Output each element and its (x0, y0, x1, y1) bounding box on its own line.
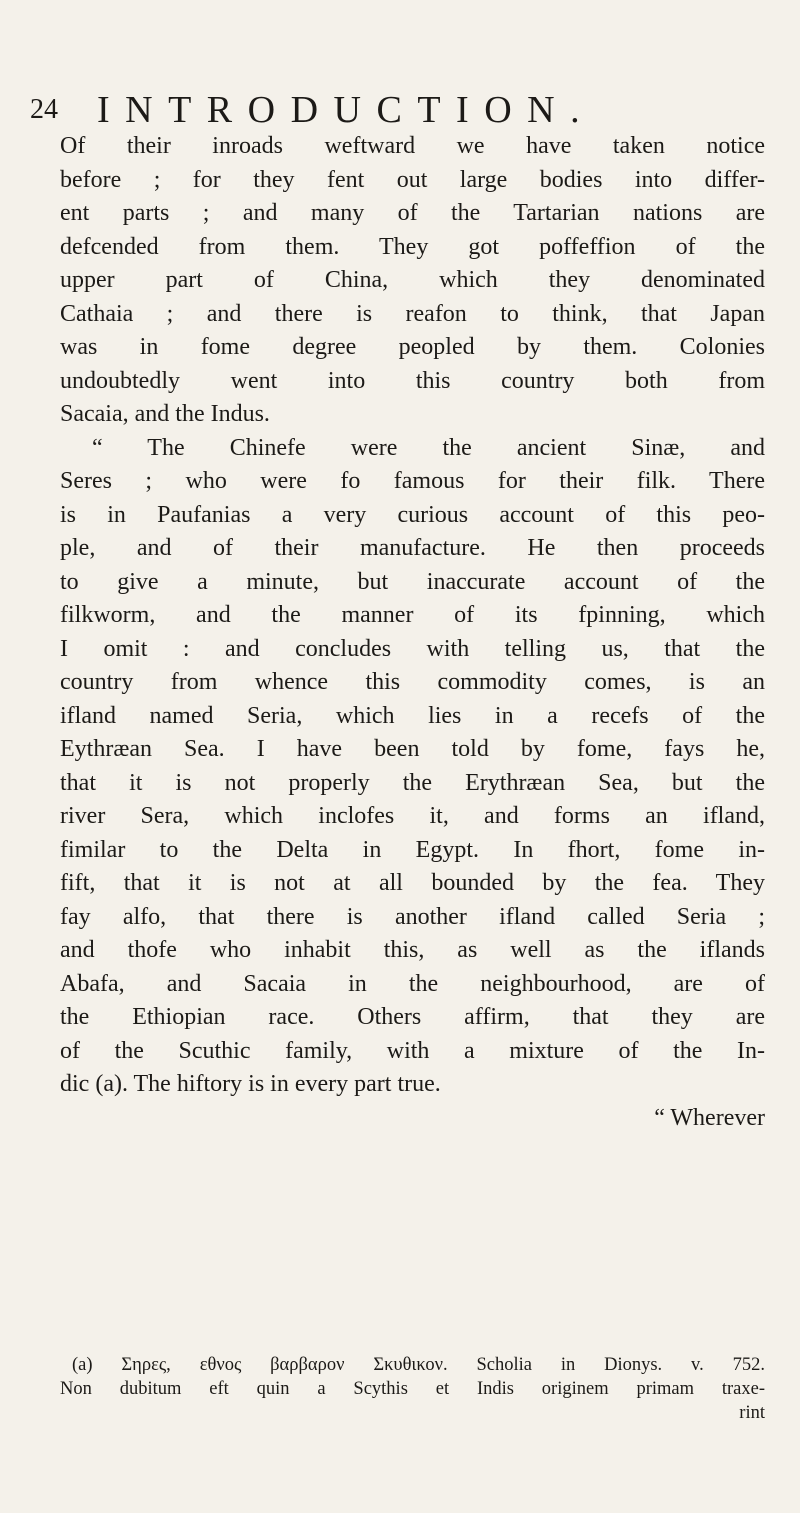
running-head: INTRODUCTION. (97, 89, 596, 131)
text-line: that it is not properly the Erythræan Sea, but the (60, 769, 765, 796)
text-line: Seres ; who were fo famous for their filk. There (60, 468, 765, 494)
text-line: upper part of China, which they denominated (60, 267, 765, 293)
footnote-line: rint (739, 1403, 765, 1423)
text-line: is in Paufanias a very curious account of this peo- (60, 501, 765, 528)
page-number: 24 (30, 94, 58, 125)
footnotes (60, 1353, 765, 1425)
text-line: filkworm, and the manner of its fpinning, which (60, 602, 765, 628)
text-line: undoubtedly went into this country both from (60, 367, 765, 394)
text-line: I omit : and concludes with telling us, that the (60, 635, 765, 662)
text-line: fimilar to the Delta in Egypt. In fhort, fome in- (60, 836, 765, 863)
body-text (60, 130, 765, 1135)
text-line: Of their inroads weftward we have taken notice (60, 133, 765, 159)
text-line: defcended from them. They got poffeffion of the (60, 233, 765, 260)
footnote-line: (a) Σηρες, εθνος βαρβαρον Σκυθικον. Scholia in Dionys. v. 752. (72, 1355, 765, 1375)
text-line: of the Scuthic family, with a mixture of the In- (60, 1037, 765, 1064)
text-line: ple, and of their manufacture. He then proceeds (60, 535, 765, 561)
text-line: fay alfo, that there is another ifland called Seria ; (60, 903, 765, 930)
text-line: ifland named Seria, which lies in a recefs of the (60, 702, 765, 729)
text-line: and thofe who inhabit this, as well as the iflands (60, 937, 765, 963)
text-line: to give a minute, but inaccurate account of the (60, 568, 765, 595)
text-line: Abafa, and Sacaia in the neighbourhood, are of (60, 970, 765, 997)
text-line: Sacaia, and the Indus. (60, 401, 270, 427)
text-line: Cathaia ; and there is reafon to think, that Japan (60, 300, 765, 327)
text-line: fift, that it is not at all bounded by the fea. They (60, 870, 765, 896)
text-line: Eythræan Sea. I have been told by fome, fays he, (60, 736, 765, 762)
page-header (30, 88, 770, 131)
text-line: before ; for they fent out large bodies into differ- (60, 166, 765, 193)
catchword: “ Wherever (654, 1104, 765, 1131)
footnote-line: Non dubitum eft quin a Scythis et Indis originem primam traxe- (60, 1379, 765, 1399)
text-line: country from whence this commodity comes, is an (60, 669, 765, 695)
text-line: the Ethiopian race. Others affirm, that they are (60, 1004, 765, 1030)
text-line: ent parts ; and many of the Tartarian nations are (60, 200, 765, 226)
text-line: “ The Chinefe were the ancient Sinæ, and (92, 434, 765, 461)
text-line: river Sera, which inclofes it, and forms an ifland, (60, 803, 765, 829)
text-line: was in fome degree peopled by them. Colonies (60, 334, 765, 360)
text-line: dic (a). The hiftory is in every part true. (60, 1071, 441, 1097)
